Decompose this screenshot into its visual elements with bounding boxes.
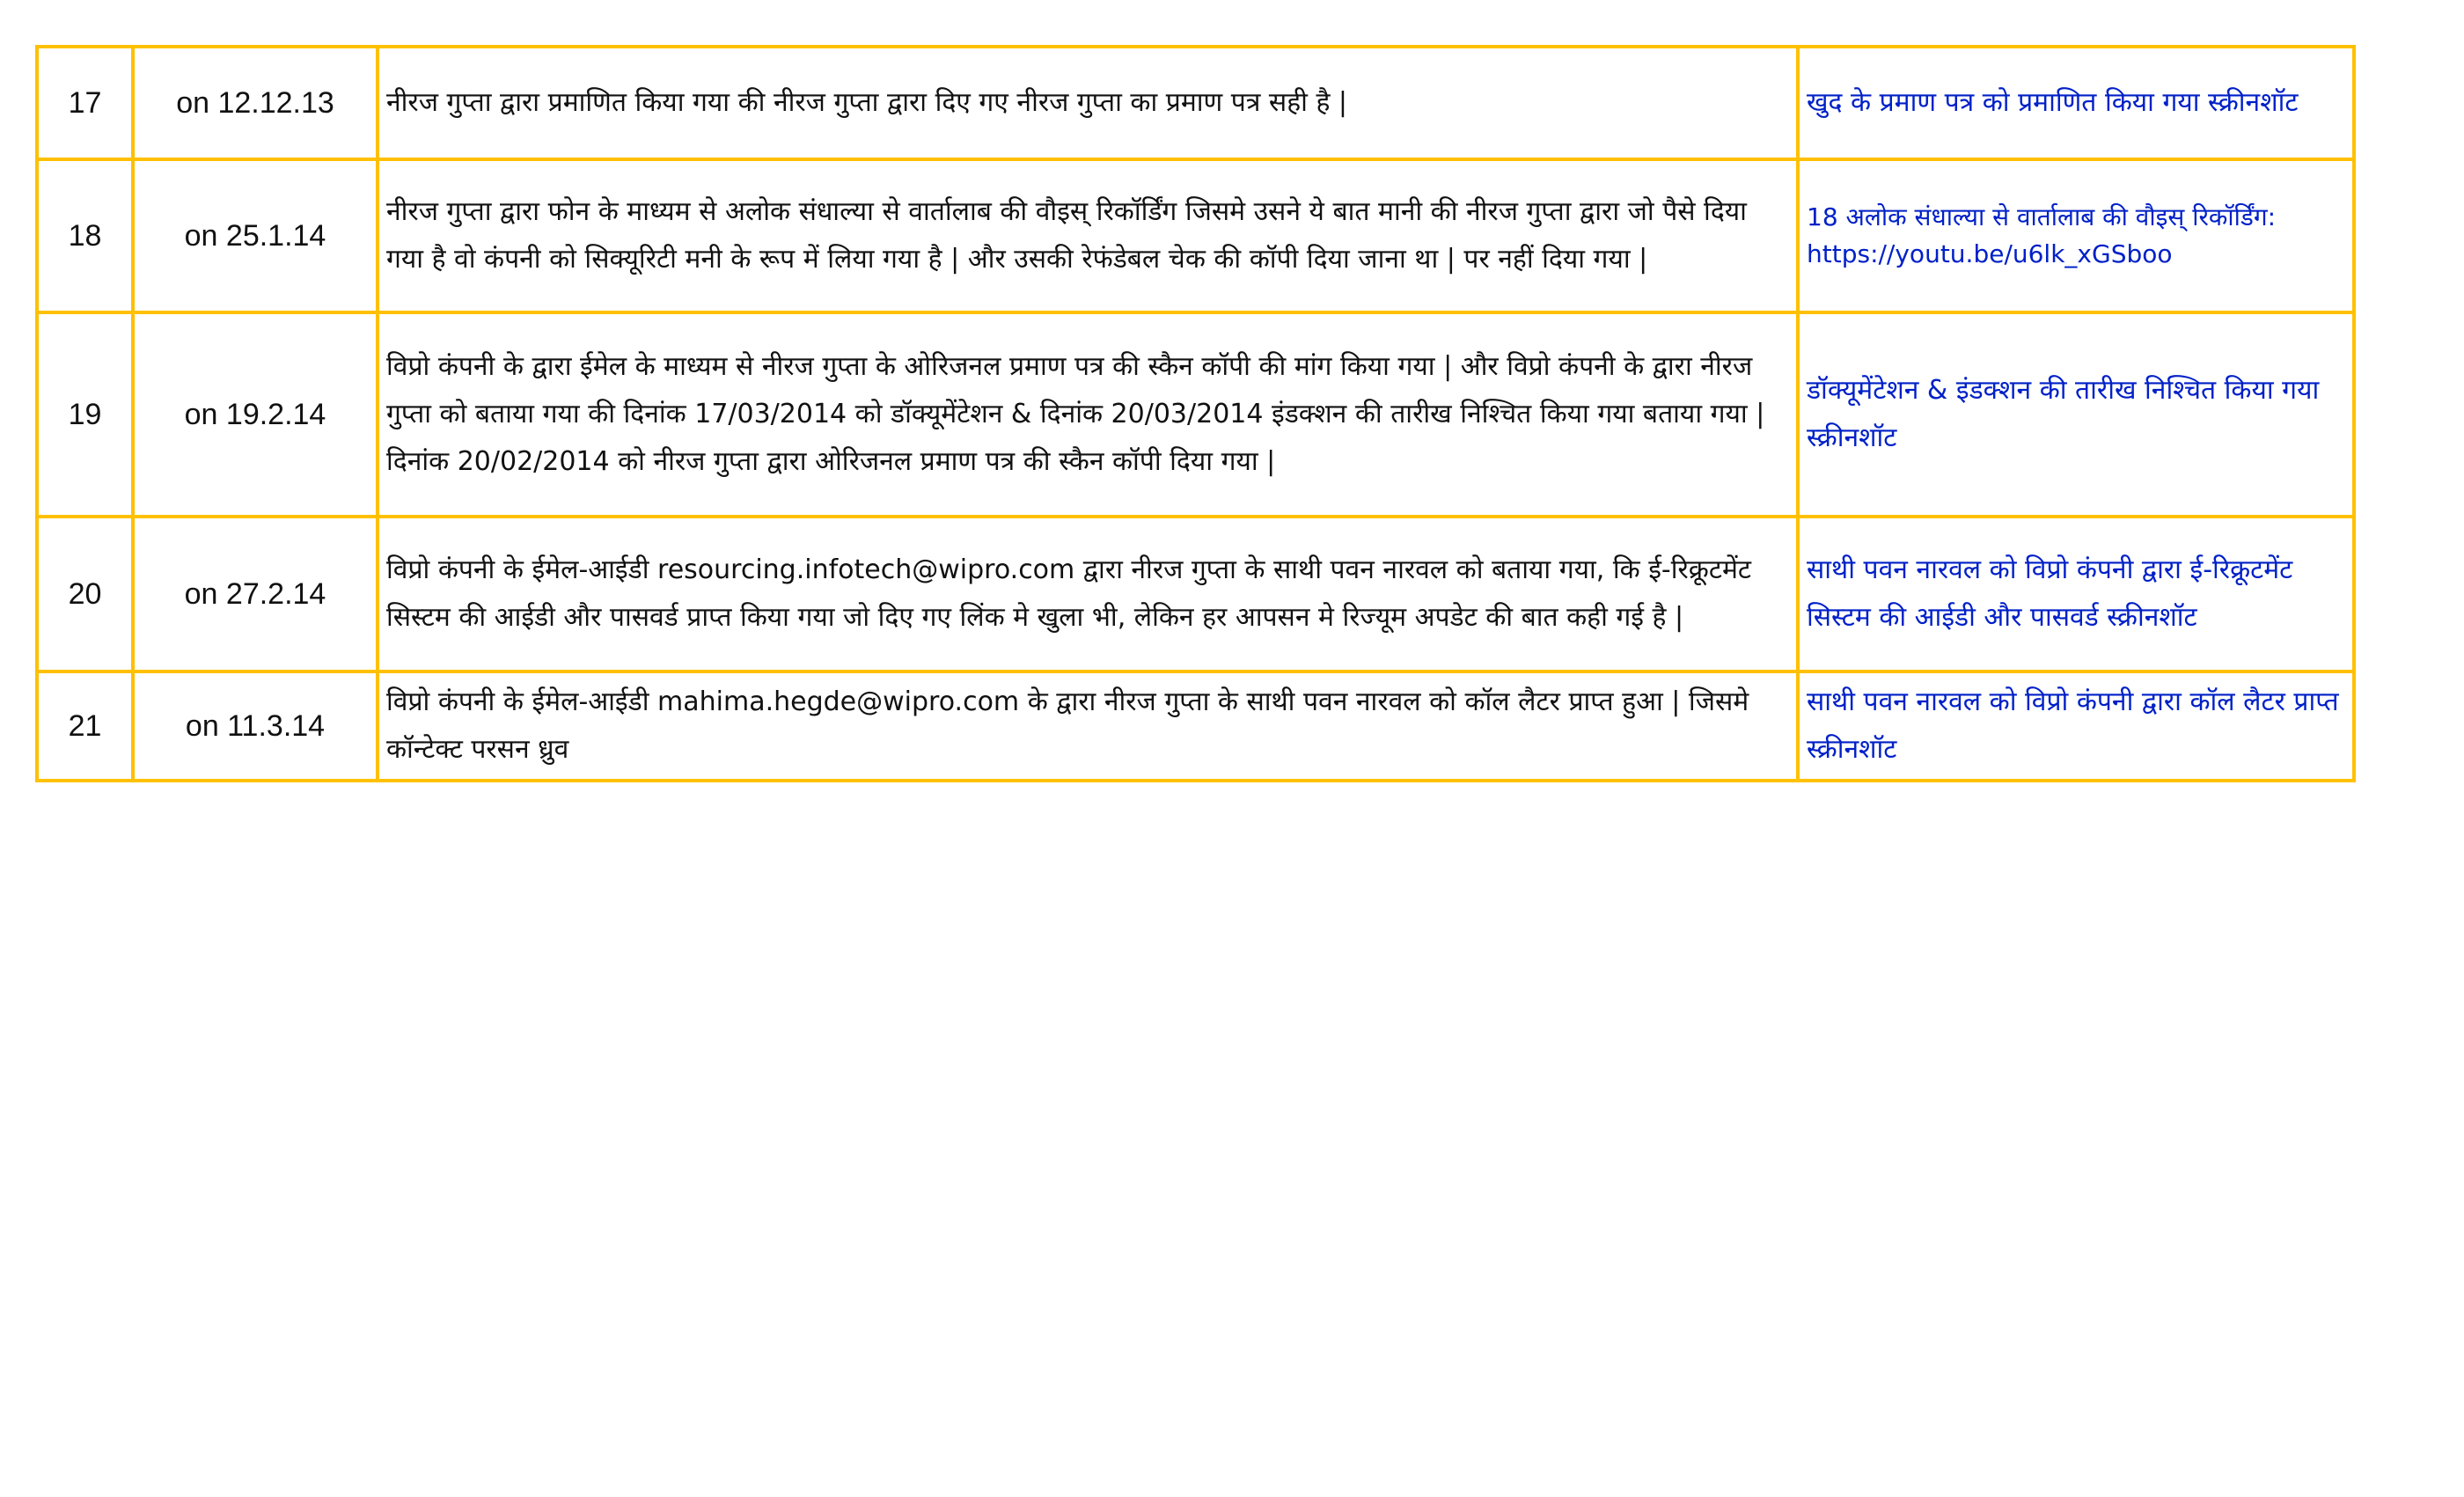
- row-description: नीरज गुप्ता द्वारा फोन के माध्यम से अलोक संधाल्या से वार्तालाब की वौइस् रिकॉर्डिंग जिसमे उसने ये बात मानी की नीरज गुप्ता द्वारा जो पैसे दिया गया है वो कंपनी को सिक्यूरिटी मनी के रूप में लिया गया है | और उसकी रेफंडेबल चेक की कॉपी दिया जाना था | पर नहीं दिया गया |: [378, 159, 1798, 312]
- row-description: विप्रो कंपनी के ईमेल-आईडी resourcing.infotech@wipro.com द्वारा नीरज गुप्ता के साथी पवन नारवल को बताया गया, कि ई-रिक्रूटमेंट सिस्टम की आईडी और पासवर्ड प्राप्त किया गया जो दिए गए लिंक मे खुला भी, लेकिन हर आपसन मे रिज्यूम अपडेट की बात कही गई है |: [378, 517, 1798, 671]
- table-row: [37, 671, 2354, 781]
- row-description: विप्रो कंपनी के ईमेल-आईडी mahima.hegde@wipro.com के द्वारा नीरज गुप्ता के साथी पवन नारवल को कॉल लैटर प्राप्त हुआ | जिसमे कॉन्टेक्ट परसन ध्रुव: [378, 671, 1798, 781]
- records-table: [35, 45, 2356, 782]
- row-date: on 11.3.14: [133, 671, 378, 781]
- row-proof-link[interactable]: 18 अलोक संधाल्या से वार्तालाब की वौइस् रिकॉर्डिंग: https://youtu.be/u6lk_xGSboo: [1798, 159, 2354, 312]
- table-row: [37, 517, 2354, 671]
- row-description: विप्रो कंपनी के द्वारा ईमेल के माध्यम से नीरज गुप्ता के ओरिजनल प्रमाण पत्र की स्कैन कॉपी की मांग किया गया | और विप्रो कंपनी के द्वारा नीरज गुप्ता को बताया गया की दिनांक 17/03/2014 को डॉक्यूमेंटेशन & दिनांक 20/03/2014 इंडक्शन की तारीख निश्चित किया गया बताया गया | दिनांक 20/02/2014 को नीरज गुप्ता द्वारा ओरिजनल प्रमाण पत्र की स्कैन कॉपी दिया गया |: [378, 312, 1798, 517]
- table-row: [37, 159, 2354, 312]
- table-row: [37, 47, 2354, 159]
- row-number: 20: [37, 517, 133, 671]
- row-date: on 19.2.14: [133, 312, 378, 517]
- row-proof-link[interactable]: साथी पवन नारवल को विप्रो कंपनी द्वारा ई-रिक्रूटमेंट सिस्टम की आईडी और पासवर्ड स्क्रीनशॉट: [1798, 517, 2354, 671]
- row-description: नीरज गुप्ता द्वारा प्रमाणित किया गया की नीरज गुप्ता द्वारा दिए गए नीरज गुप्ता का प्रमाण पत्र सही है |: [378, 47, 1798, 159]
- row-proof-link[interactable]: डॉक्यूमेंटेशन & इंडक्शन की तारीख निश्चित किया गया स्क्रीनशॉट: [1798, 312, 2354, 517]
- row-number: 17: [37, 47, 133, 159]
- row-number: 18: [37, 159, 133, 312]
- row-proof-link[interactable]: साथी पवन नारवल को विप्रो कंपनी द्वारा कॉल लैटर प्राप्त स्क्रीनशॉट: [1798, 671, 2354, 781]
- row-proof-link[interactable]: खुद के प्रमाण पत्र को प्रमाणित किया गया स्क्रीनशॉट: [1798, 47, 2354, 159]
- row-date: on 27.2.14: [133, 517, 378, 671]
- row-date: on 25.1.14: [133, 159, 378, 312]
- row-number: 21: [37, 671, 133, 781]
- row-number: 19: [37, 312, 133, 517]
- table-row: [37, 312, 2354, 517]
- row-date: on 12.12.13: [133, 47, 378, 159]
